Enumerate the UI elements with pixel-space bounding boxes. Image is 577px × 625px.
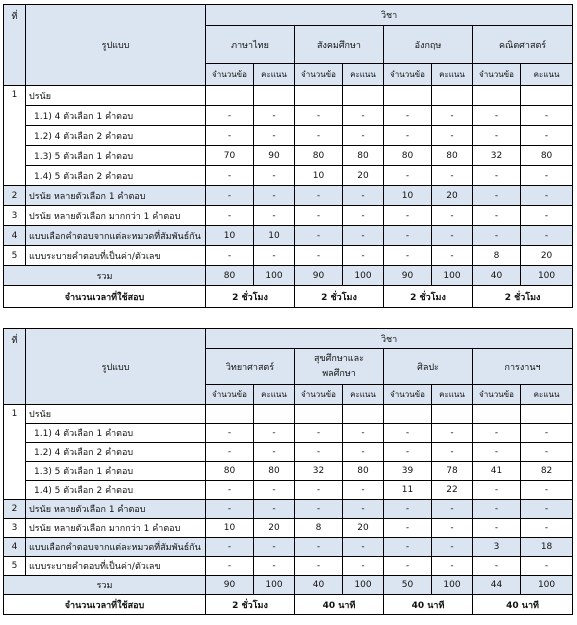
row-number: 2 <box>4 186 26 206</box>
cell: - <box>254 424 295 443</box>
subject-name: การงานฯ <box>473 349 573 385</box>
cell: - <box>295 443 343 462</box>
cell: 20 <box>343 519 384 538</box>
total-row <box>4 576 573 595</box>
cell: 70 <box>206 146 254 166</box>
cell <box>343 405 384 424</box>
cell: 80 <box>343 462 384 481</box>
cell: - <box>473 481 521 500</box>
row-number: 4 <box>4 226 26 246</box>
cell: - <box>295 246 343 266</box>
cell: - <box>295 186 343 206</box>
cell: 20 <box>254 519 295 538</box>
cell: - <box>384 424 432 443</box>
row-label: แบบเลือกคำตอบจากแต่ละหมวดที่สัมพันธ์กัน <box>26 538 206 557</box>
cell: - <box>473 206 521 226</box>
row-label: แบบระบายคำตอบที่เป็นค่า/ตัวเลข <box>26 557 206 576</box>
total-cell: 100 <box>432 576 473 595</box>
total-label: รวม <box>4 266 206 286</box>
row-label: 1.3) 5 ตัวเลือก 1 คำตอบ <box>26 462 206 481</box>
count-header: จำนวนข้อ <box>473 64 521 86</box>
cell: - <box>473 226 521 246</box>
cell: 80 <box>521 146 573 166</box>
cell <box>295 86 343 106</box>
table-row <box>4 106 573 126</box>
table-row <box>4 500 573 519</box>
cell: - <box>473 424 521 443</box>
cell <box>254 405 295 424</box>
time-cell: 40 นาที <box>473 595 573 615</box>
cell: 80 <box>384 146 432 166</box>
cell: - <box>432 106 473 126</box>
cell: - <box>384 519 432 538</box>
cell: - <box>343 206 384 226</box>
cell: - <box>432 538 473 557</box>
table-row <box>4 126 573 146</box>
cell: - <box>206 500 254 519</box>
table-row <box>4 424 573 443</box>
count-header: จำนวนข้อ <box>295 64 343 86</box>
no-header: ที่ <box>4 329 26 405</box>
cell: - <box>206 443 254 462</box>
cell: - <box>343 246 384 266</box>
time-cell: 40 นาที <box>295 595 384 615</box>
cell <box>473 405 521 424</box>
cell: - <box>473 519 521 538</box>
cell: - <box>206 246 254 266</box>
cell <box>206 405 254 424</box>
cell <box>343 86 384 106</box>
score-header: คะแนน <box>254 64 295 86</box>
cell: - <box>343 538 384 557</box>
cell: - <box>206 424 254 443</box>
row-label: แบบเลือกคำตอบจากแต่ละหมวดที่สัมพันธ์กัน <box>26 226 206 246</box>
cell: - <box>343 186 384 206</box>
exam-format-table-2 <box>3 328 573 615</box>
table-row <box>4 146 573 166</box>
cell: 20 <box>521 246 573 266</box>
table-row <box>4 481 573 500</box>
cell: 39 <box>384 462 432 481</box>
cell: 10 <box>206 519 254 538</box>
table-row <box>4 462 573 481</box>
cell <box>384 405 432 424</box>
count-header: จำนวนข้อ <box>295 385 343 405</box>
row-label: ปรนัย <box>26 86 206 106</box>
row-label: ปรนัย หลายตัวเลือก มากกว่า 1 คำตอบ <box>26 519 206 538</box>
row-label: 1.4) 5 ตัวเลือก 2 คำตอบ <box>26 481 206 500</box>
total-cell: 90 <box>384 266 432 286</box>
cell: - <box>343 106 384 126</box>
subject-header: วิชา <box>206 329 573 349</box>
cell: 80 <box>343 146 384 166</box>
cell: 18 <box>521 538 573 557</box>
time-cell: 2 ชั่วโมง <box>206 595 295 615</box>
total-cell: 100 <box>432 266 473 286</box>
cell: - <box>521 166 573 186</box>
subject-name: ศิลปะ <box>384 349 473 385</box>
cell: - <box>295 126 343 146</box>
cell: 82 <box>521 462 573 481</box>
cell: - <box>521 106 573 126</box>
cell <box>254 86 295 106</box>
total-cell: 40 <box>473 266 521 286</box>
cell: 20 <box>343 166 384 186</box>
cell: - <box>521 126 573 146</box>
cell: - <box>473 500 521 519</box>
cell: 90 <box>254 146 295 166</box>
count-header: จำนวนข้อ <box>384 64 432 86</box>
cell: - <box>254 481 295 500</box>
cell: - <box>343 126 384 146</box>
cell: - <box>432 519 473 538</box>
subject-name: สุขศึกษาและ พลศึกษา <box>295 349 384 385</box>
cell <box>521 405 573 424</box>
cell: - <box>254 126 295 146</box>
cell: - <box>206 126 254 146</box>
cell: 11 <box>384 481 432 500</box>
score-header: คะแนน <box>343 64 384 86</box>
table2-body <box>4 405 573 615</box>
cell: - <box>384 206 432 226</box>
cell: - <box>343 443 384 462</box>
cell: - <box>254 538 295 557</box>
cell: - <box>295 481 343 500</box>
table-row <box>4 166 573 186</box>
total-cell: 100 <box>343 576 384 595</box>
table-row <box>4 443 573 462</box>
row-number: 3 <box>4 206 26 226</box>
cell: - <box>254 166 295 186</box>
cell <box>473 86 521 106</box>
cell: - <box>384 538 432 557</box>
cell: - <box>206 106 254 126</box>
time-cell: 2 ชั่วโมง <box>473 286 573 308</box>
cell: 10 <box>295 166 343 186</box>
cell: - <box>254 443 295 462</box>
cell: 10 <box>206 226 254 246</box>
table1-body <box>4 86 573 308</box>
cell: - <box>384 106 432 126</box>
cell: - <box>384 226 432 246</box>
score-header: คะแนน <box>254 385 295 405</box>
row-number: 4 <box>4 538 26 557</box>
cell: - <box>295 538 343 557</box>
total-cell: 100 <box>521 576 573 595</box>
cell <box>432 86 473 106</box>
subject-header: วิชา <box>206 5 573 26</box>
subject-name: วิทยาศาสตร์ <box>206 349 295 385</box>
row-label: 1.1) 4 ตัวเลือก 1 คำตอบ <box>26 424 206 443</box>
total-cell: 44 <box>473 576 521 595</box>
table-row <box>4 519 573 538</box>
row-number: 1 <box>4 405 26 500</box>
row-number: 5 <box>4 246 26 266</box>
cell: 10 <box>384 186 432 206</box>
cell: - <box>473 166 521 186</box>
cell: 3 <box>473 538 521 557</box>
cell: - <box>295 226 343 246</box>
format-header: รูปแบบ <box>26 5 206 86</box>
subject-name: สังคมศึกษา <box>295 26 384 64</box>
total-cell: 100 <box>254 266 295 286</box>
row-label: ปรนัย หลายตัวเลือก 1 คำตอบ <box>26 186 206 206</box>
cell: - <box>473 186 521 206</box>
cell: - <box>432 557 473 576</box>
cell: 80 <box>206 462 254 481</box>
row-number: 5 <box>4 557 26 576</box>
format-header: รูปแบบ <box>26 329 206 405</box>
table-row <box>4 405 573 424</box>
score-header: คะแนน <box>521 385 573 405</box>
cell: - <box>473 557 521 576</box>
cell: 10 <box>254 226 295 246</box>
row-number: 1 <box>4 86 26 186</box>
cell: 32 <box>295 462 343 481</box>
score-header: คะแนน <box>521 64 573 86</box>
score-header: คะแนน <box>432 64 473 86</box>
cell: - <box>521 206 573 226</box>
cell <box>521 86 573 106</box>
cell: 20 <box>432 186 473 206</box>
cell: - <box>343 226 384 246</box>
row-number: 2 <box>4 500 26 519</box>
total-label: รวม <box>4 576 206 595</box>
cell: 41 <box>473 462 521 481</box>
cell: - <box>343 424 384 443</box>
cell <box>206 86 254 106</box>
cell: - <box>521 481 573 500</box>
subject-name: ภาษาไทย <box>206 26 295 64</box>
cell: - <box>432 424 473 443</box>
score-header: คะแนน <box>432 385 473 405</box>
cell: - <box>432 166 473 186</box>
table-row <box>4 226 573 246</box>
cell: - <box>521 226 573 246</box>
row-label: 1.1) 4 ตัวเลือก 1 คำตอบ <box>26 106 206 126</box>
cell: - <box>521 443 573 462</box>
table-row <box>4 186 573 206</box>
cell: - <box>206 206 254 226</box>
count-header: จำนวนข้อ <box>384 385 432 405</box>
cell: - <box>432 246 473 266</box>
row-label: 1.2) 4 ตัวเลือก 2 คำตอบ <box>26 126 206 146</box>
cell: - <box>254 500 295 519</box>
time-cell: 2 ชั่วโมง <box>384 286 473 308</box>
cell: - <box>384 246 432 266</box>
cell: - <box>432 126 473 146</box>
total-cell: 40 <box>295 576 343 595</box>
time-label: จำนวนเวลาที่ใช้สอบ <box>4 286 206 308</box>
cell: 8 <box>473 246 521 266</box>
table-row <box>4 246 573 266</box>
no-header: ที่ <box>4 5 26 86</box>
table-row <box>4 206 573 226</box>
cell: - <box>206 481 254 500</box>
cell: - <box>384 557 432 576</box>
cell: - <box>206 538 254 557</box>
cell: 80 <box>254 462 295 481</box>
cell: 80 <box>432 146 473 166</box>
row-number: 3 <box>4 519 26 538</box>
cell: - <box>473 443 521 462</box>
cell: - <box>432 206 473 226</box>
row-label: ปรนัย หลายตัวเลือก 1 คำตอบ <box>26 500 206 519</box>
cell: 22 <box>432 481 473 500</box>
total-cell: 100 <box>521 266 573 286</box>
cell <box>295 405 343 424</box>
time-cell: 40 นาที <box>384 595 473 615</box>
count-header: จำนวนข้อ <box>473 385 521 405</box>
count-header: จำนวนข้อ <box>206 64 254 86</box>
cell: - <box>343 481 384 500</box>
total-cell: 90 <box>206 576 254 595</box>
total-cell: 80 <box>206 266 254 286</box>
table-row <box>4 538 573 557</box>
cell: - <box>473 106 521 126</box>
cell: - <box>384 126 432 146</box>
total-cell: 50 <box>384 576 432 595</box>
cell: 80 <box>295 146 343 166</box>
row-label: ปรนัย <box>26 405 206 424</box>
row-label: 1.3) 5 ตัวเลือก 1 คำตอบ <box>26 146 206 166</box>
cell: - <box>432 500 473 519</box>
cell: - <box>254 206 295 226</box>
cell: - <box>343 557 384 576</box>
score-header: คะแนน <box>343 385 384 405</box>
cell: - <box>295 106 343 126</box>
row-label: 1.4) 5 ตัวเลือก 2 คำตอบ <box>26 166 206 186</box>
time-row <box>4 286 573 308</box>
cell: - <box>384 166 432 186</box>
subject-name: อังกฤษ <box>384 26 473 64</box>
cell: - <box>343 500 384 519</box>
cell: - <box>295 424 343 443</box>
cell: - <box>254 557 295 576</box>
total-cell: 100 <box>254 576 295 595</box>
cell: - <box>254 186 295 206</box>
cell: - <box>295 206 343 226</box>
cell: - <box>521 557 573 576</box>
cell: 78 <box>432 462 473 481</box>
cell: - <box>384 500 432 519</box>
cell: - <box>295 500 343 519</box>
row-label: แบบระบายคำตอบที่เป็นค่า/ตัวเลข <box>26 246 206 266</box>
cell: - <box>206 557 254 576</box>
row-label: ปรนัย หลายตัวเลือก มากกว่า 1 คำตอบ <box>26 206 206 226</box>
cell: - <box>521 424 573 443</box>
total-cell: 100 <box>343 266 384 286</box>
cell: - <box>206 166 254 186</box>
total-row <box>4 266 573 286</box>
count-header: จำนวนข้อ <box>206 385 254 405</box>
cell: - <box>206 186 254 206</box>
cell: 8 <box>295 519 343 538</box>
time-label: จำนวนเวลาที่ใช้สอบ <box>4 595 206 615</box>
cell: - <box>432 443 473 462</box>
table-row <box>4 86 573 106</box>
cell: - <box>254 246 295 266</box>
time-cell: 2 ชั่วโมง <box>295 286 384 308</box>
exam-format-table-1 <box>3 4 573 308</box>
cell: - <box>521 500 573 519</box>
cell: - <box>521 519 573 538</box>
time-cell: 2 ชั่วโมง <box>206 286 295 308</box>
total-cell: 90 <box>295 266 343 286</box>
cell: 32 <box>473 146 521 166</box>
cell: - <box>473 126 521 146</box>
row-label: 1.2) 4 ตัวเลือก 2 คำตอบ <box>26 443 206 462</box>
table-row <box>4 557 573 576</box>
cell <box>432 405 473 424</box>
cell <box>384 86 432 106</box>
cell: - <box>295 557 343 576</box>
subject-name: คณิตศาสตร์ <box>473 26 573 64</box>
cell: - <box>384 443 432 462</box>
cell: - <box>432 226 473 246</box>
cell: - <box>521 186 573 206</box>
time-row <box>4 595 573 615</box>
cell: - <box>254 106 295 126</box>
